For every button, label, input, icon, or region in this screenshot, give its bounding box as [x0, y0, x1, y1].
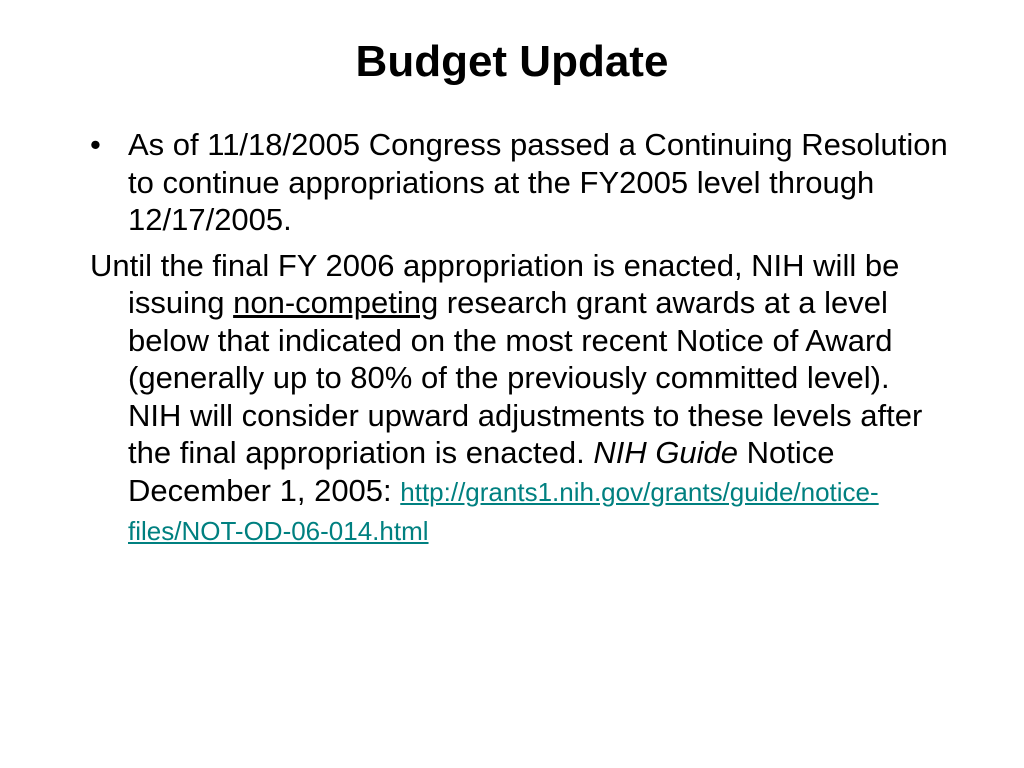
underlined-term: non-competing: [233, 285, 439, 320]
notice-paragraph: [90, 247, 950, 551]
italic-source: NIH Guide: [593, 435, 739, 470]
paragraph-text-1: Until the final FY 2006 appropriation is enacted, NIH will be issuing: [90, 247, 900, 320]
notice-link[interactable]: http://grants1.nih.gov/grants/guide/notice-files/NOT-OD-06-014.html: [128, 476, 879, 546]
paragraph-text-3: Notice December 1, 2005:: [128, 435, 835, 508]
bullet-dot-icon: •: [90, 127, 101, 162]
paragraph-text-2: research grant awards at a level below that indicated on the most recent Notice of Award (generally up to 80% of the previously committed level). NIH will consider upward adjustments to these levels after the final appropriation is enacted.: [128, 285, 923, 470]
bullet-text: As of 11/18/2005 Congress passed a Continuing Resolution to continue appropriations at the FY2005 level through 12/17/2005.: [128, 127, 948, 237]
slide-body: [90, 126, 950, 551]
bullet-item: [90, 126, 950, 239]
slide-title: Budget Update: [355, 37, 669, 86]
